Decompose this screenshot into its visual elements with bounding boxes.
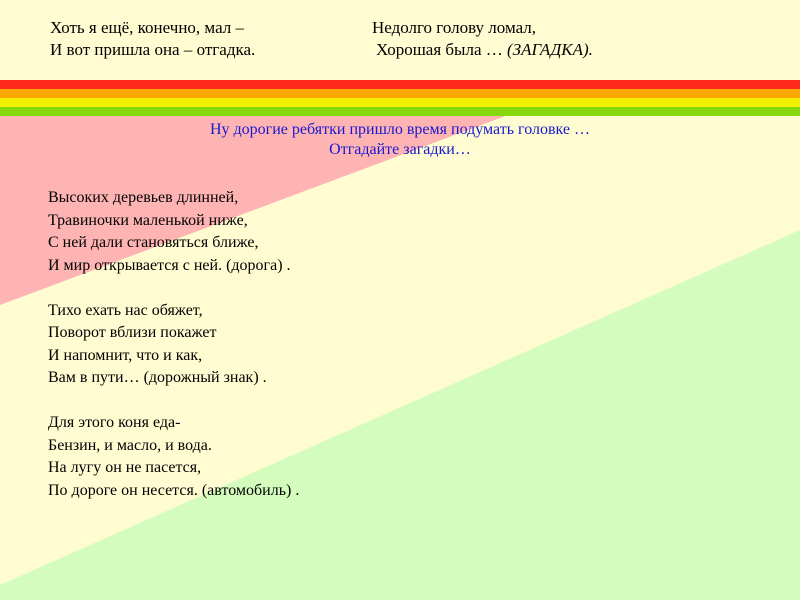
riddle-line: Травиночки маленькой ниже, <box>48 211 248 229</box>
header-poem-left-line-1: Хоть я ещё, конечно, мал – <box>50 18 244 37</box>
stripe-red <box>0 80 800 89</box>
header-poem-answer: (ЗАГАДКА). <box>507 40 593 59</box>
stripe-yellow <box>0 98 800 107</box>
riddle-line: И напомнит, что и как, <box>48 346 203 364</box>
riddle-line: Высоких деревьев длинней, <box>48 189 239 206</box>
riddle-line: На лугу он не пасется, <box>48 459 202 476</box>
riddles <box>48 187 748 502</box>
stripe-green <box>0 107 800 116</box>
header-poem-right-line-2 <box>376 39 593 61</box>
heading-line-1: Ну дорогие ребятки пришло время подумать головке … <box>209 121 590 138</box>
header-poem <box>0 17 800 69</box>
riddle-line: С ней дали становяться ближе, <box>48 234 259 251</box>
riddle-line: Для этого коня еда- <box>48 414 181 431</box>
riddle-line: Бензин, и масло, и вода. <box>48 436 212 454</box>
riddle-line: По дороге он несется. (автомобиль) . <box>48 481 300 499</box>
riddle-line: Поворот вблизи покажет <box>48 324 217 341</box>
riddle-road-sign <box>48 300 748 390</box>
header-poem-right-line-2-text: Хорошая была … <box>376 40 508 59</box>
stripe-orange <box>0 89 800 98</box>
riddle-line: Вам в пути… (дорожный знак) . <box>48 369 267 386</box>
decorative-stripes <box>0 80 800 116</box>
heading-line-2: Отгадайте загадки… <box>329 141 471 158</box>
riddle-road <box>48 187 748 277</box>
header-poem-right-line-1: Недолго голову ломал, <box>372 18 537 37</box>
heading <box>0 120 800 160</box>
riddle-car <box>48 412 748 502</box>
header-poem-left-line-2: И вот пришла она – отгадка. <box>50 40 256 59</box>
riddle-line: Тихо ехать нас обяжет, <box>48 301 203 319</box>
riddle-line: И мир открывается с ней. (дорога) . <box>48 256 291 274</box>
